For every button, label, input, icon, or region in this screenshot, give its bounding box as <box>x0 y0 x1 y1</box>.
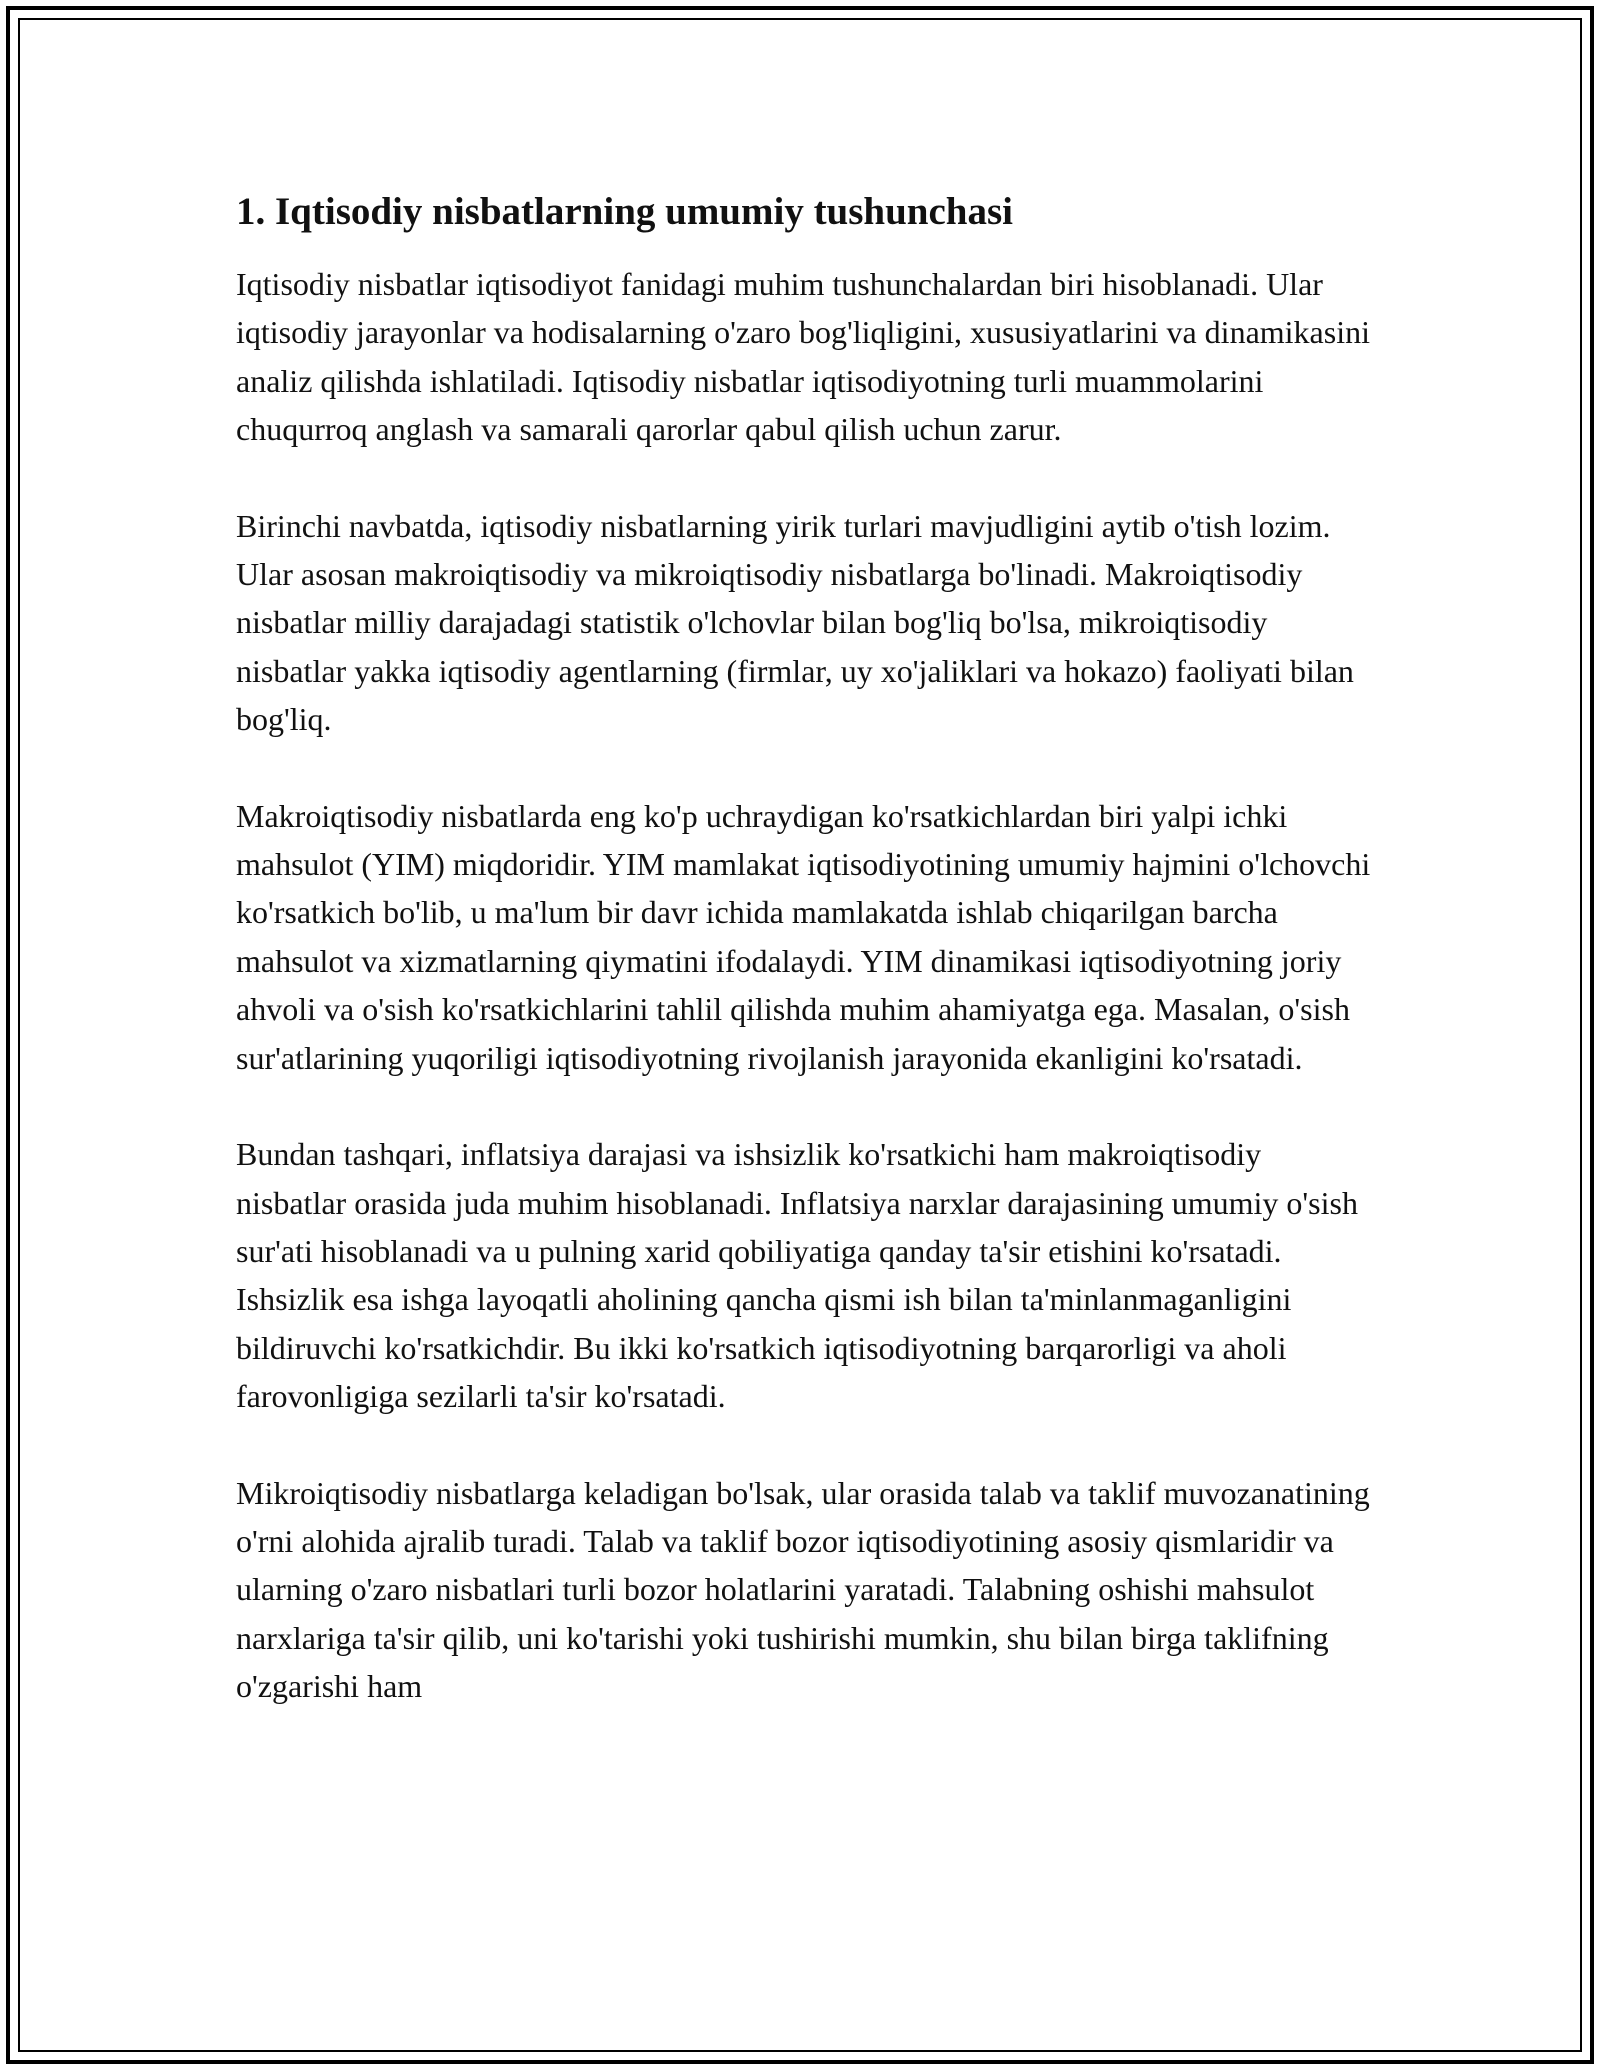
section-heading: 1. Iqtisodiy nisbatlarning umumiy tushunchasi <box>236 190 1014 233</box>
document-body <box>236 184 1376 1711</box>
paragraph-5: Mikroiqtisodiy nisbatlarga keladigan bo'lsak, ular orasida talab va taklif muvozanatining o'rni alohida ajralib turadi. Talab va taklif bozor iqtisodiyotining asosiy qismlaridir va ularning o'zaro nisbatlari turli bozor holatlarini yaratadi. Talabning oshishi mahsulot narxlariga ta'sir qilib, uni ko'tarishi yoki tushirishi mumkin, shu bilan birga taklifning o'zgarishi ham <box>236 1474 1370 1705</box>
paragraph-2: Birinchi navbatda, iqtisodiy nisbatlarning yirik turlari mavjudligini aytib o'tish lozim. Ular asosan makroiqtisodiy va mikroiqtisodiy nisbatlarga bo'linadi. Makroiqtisodiy nisbatlar milliy darajadagi statistik o'lchovlar bilan bog'liq bo'lsa, mikroiqtisodiy nisbatlar yakka iqtisodiy agentlarning (firmlar, uy xo'jaliklari va hokazo) faoliyati bilan bog'liq. <box>236 507 1354 738</box>
paragraph-4: Bundan tashqari, inflatsiya darajasi va ishsizlik ko'rsatkichi ham makroiqtisodiy nisbatlar orasida juda muhim hisoblanadi. Inflatsiya narxlar darajasining umumiy o'sish sur'ati hisoblanadi va u pulning xarid qobiliyatiga qanday ta'sir etishini ko'rsatadi. Ishsizlik esa ishga layoqatli aholining qancha qismi ish bilan ta'minlanmaganligini bildiruvchi ko'rsatkichdir. Bu ikki ko'rsatkich iqtisodiyotning barqarorligi va aholi farovonligiga sezilarli ta'sir ko'rsatadi. <box>236 1136 1358 1415</box>
paragraph-1: Iqtisodiy nisbatlar iqtisodiyot fanidagi muhim tushunchalardan biri hisoblanadi. Ular iqtisodiy jarayonlar va hodisalarning o'zaro bog'liqligini, xususiyatlarini va dinamikasini analiz qilishda ishlatiladi. Iqtisodiy nisbatlar iqtisodiyotning turli muammolarini chuqurroq anglash va samarali qarorlar qabul qilish uchun zarur. <box>236 266 1370 448</box>
paragraph-3: Makroiqtisodiy nisbatlarda eng ko'p uchraydigan ko'rsatkichlardan biri yalpi ichki mahsulot (YIM) miqdoridir. YIM mamlakat iqtisodiyotining umumiy hajmini o'lchovchi ko'rsatkich bo'lib, u ma'lum bir davr ichida mamlakatda ishlab chiqarilgan barcha mahsulot va xizmatlarning qiymatini ifodalaydi. YIM dinamikasi iqtisodiyotning joriy ahvoli va o'sish ko'rsatkichlarini tahlil qilishda muhim ahamiyatga ega. Masalan, o'sish sur'atlarining yuqoriligi iqtisodiyotning rivojlanish jarayonida ekanligini ko'rsatadi. <box>236 797 1371 1076</box>
